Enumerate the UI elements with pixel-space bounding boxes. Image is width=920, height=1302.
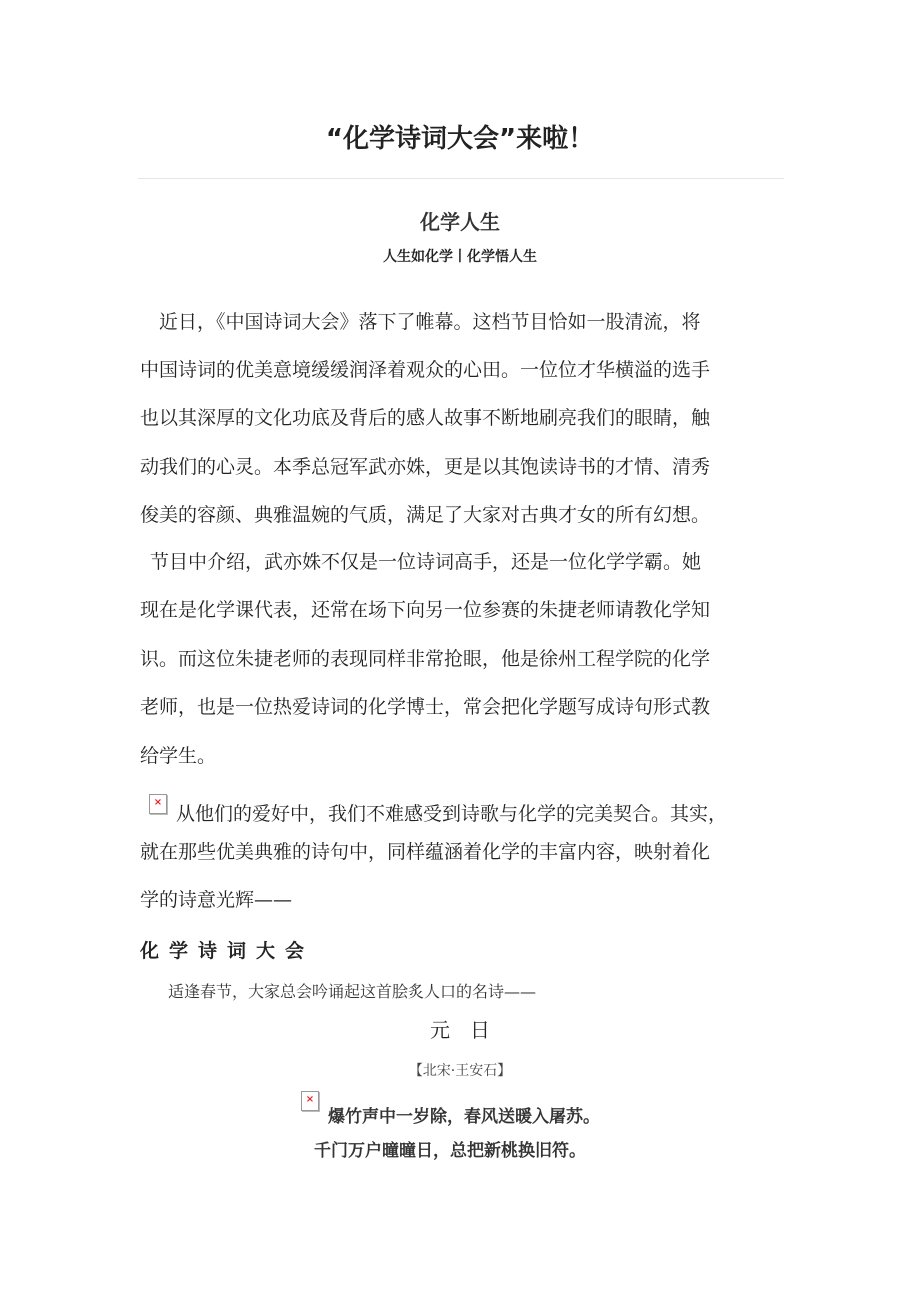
paragraph-line: 老师，也是一位热爱诗词的化学博士，常会把化学题写成诗句形式教 bbox=[140, 696, 711, 718]
paragraph-line: 也以其深厚的文化功底及背后的感人故事不断地刷亮我们的眼睛，触 bbox=[140, 407, 711, 429]
paragraph-line: 就在那些优美典雅的诗句中，同样蕴涵着化学的丰富内容，映射着化 bbox=[140, 841, 711, 863]
page-title: “化学诗词大会”来啦！ bbox=[325, 124, 595, 154]
broken-image-icon: × bbox=[301, 1091, 319, 1111]
paragraph-line: 动我们的心灵。本季总冠军武亦姝，更是以其饱读诗书的才情、清秀 bbox=[140, 456, 711, 478]
paragraph-line: 给学生。 bbox=[140, 745, 217, 767]
paragraph-line: 中国诗词的优美意境缓缓润泽着观众的心田。一位位才华横溢的选手 bbox=[140, 359, 711, 381]
poem-title: 元 日 bbox=[430, 1018, 490, 1042]
tagline: 人生如化学丨化学悟人生 bbox=[383, 249, 537, 265]
intro-text: 适逢春节，大家总会吟诵起这首脍炙人口的名诗—— bbox=[168, 982, 537, 1001]
broken-image-icon: × bbox=[149, 794, 167, 814]
paragraph-line: 现在是化学课代表，还常在场下向另一位参赛的朱捷老师请教化学知 bbox=[140, 599, 711, 621]
poem-line: 爆竹声中一岁除，春风送暖入屠苏。 bbox=[328, 1107, 600, 1127]
poem-author: 【北宋·王安石】 bbox=[408, 1063, 512, 1079]
paragraph-line: 识。而这位朱捷老师的表现同样非常抢眼，他是徐州工程学院的化学 bbox=[140, 648, 711, 670]
paragraph-line: 近日，《中国诗词大会》落下了帷幕。这档节目恰如一股清流，将 bbox=[140, 311, 701, 333]
paragraph-line: 俊美的容颜、典雅温婉的气质，满足了大家对古典才女的所有幻想。 bbox=[140, 504, 711, 526]
paragraph-line: 节目中介绍，武亦姝不仅是一位诗词高手，还是一位化学学霸。她 bbox=[150, 551, 702, 573]
divider bbox=[138, 178, 784, 179]
poem-line: 千门万户曈曈日，总把新桃换旧符。 bbox=[314, 1141, 586, 1161]
subtitle: 化学人生 bbox=[420, 210, 500, 234]
paragraph-line: 学的诗意光辉—— bbox=[140, 889, 293, 911]
section-heading: 化学诗词大会 bbox=[140, 940, 315, 962]
paragraph-line: 从他们的爱好中，我们不难感受到诗歌与化学的完美契合。其实， bbox=[176, 803, 728, 825]
